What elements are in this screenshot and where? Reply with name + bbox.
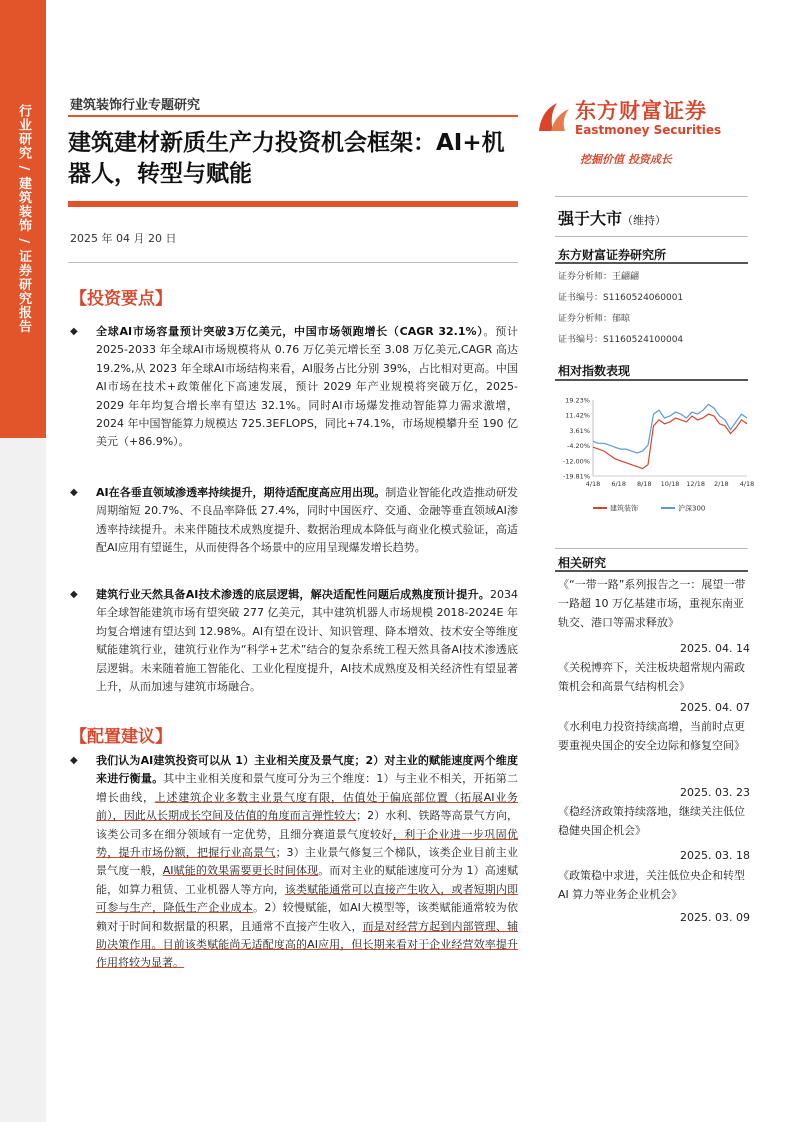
- logo-en: Eastmoney Securities: [575, 123, 722, 137]
- y-tick-label: 19.23%: [565, 396, 590, 405]
- x-tick-label: 4/18: [739, 480, 755, 488]
- y-tick-label: 11.42%: [565, 411, 590, 420]
- bullet-4-highlight-5: 而是对经营方起到内部管理、辅助决策作用。目前该类赋能尚无适配度高的AI应用，但长期来看对于企业经营效率提升作用将较为显著。: [96, 919, 518, 970]
- rating-note: （维持）: [622, 214, 667, 227]
- bullet-3-lead: 建筑行业天然具备AI技术渗透的底层逻辑，解决适配性问题后成熟度预计提升。: [96, 588, 490, 601]
- x-tick-label: 6/18: [611, 480, 626, 488]
- right-divider: [555, 236, 748, 237]
- bullet-4-text-4: 。而对主业的赋能速度可分为 1）高速赋能，如算力租赁、工业机器人等方向，: [96, 864, 518, 896]
- bullet-2-body: 制造业智能化改造推动研发周期缩短 20.7%、不良品率降低 27.4%，同时中国医疗、交通、金融等垂直领域AI渗透率持续提升。未来伴随技术成熟度提升、数据治理成本降低与商业化模式验证，高适配AI应用有望诞生，从而使得各个场景中的应用呈现爆发增长趋势。: [96, 486, 519, 555]
- x-tick-label: 2/18: [714, 480, 729, 488]
- index-title: 相对指数表现: [558, 364, 631, 378]
- institute-name: 东方财富证券研究所: [558, 248, 667, 262]
- rating-label: 强于大市: [558, 209, 623, 228]
- diamond-icon: ◆: [70, 487, 78, 498]
- relative-index-chart: [555, 392, 755, 520]
- date-divider: [68, 262, 518, 263]
- related-date: 2025. 04. 14: [680, 642, 750, 655]
- company-logo: [535, 95, 735, 145]
- related-item[interactable]: 《“一带一路”系列报告之一：展望一带一路超 10 万亿基建市场，重视东南亚轨交、港口等需求释放》: [558, 578, 746, 629]
- bullet-4-highlight-4: 该类赋能通常可以直接产生收入，或者短期内即可参与生产，降低生产企业成本: [96, 882, 519, 915]
- related-item[interactable]: 《水利电力投资持续高增，当前时点更要重视央国企的安全边际和修复空间》: [558, 720, 745, 752]
- bullet-4: [70, 752, 518, 973]
- bullet-4-text-5: 。2）较慢赋能，如AI大模型等，该类赋能通常较为依赖对于时间和数据量的积累，且通常不直接产生收入，: [96, 901, 518, 933]
- bullet-4-highlight-1: 上述建筑企业多数主业景气度有限，估值处于偏底部位置（拓展AI业务前），因此从长期成长空间及估值的角度而言弹性较大: [96, 790, 518, 823]
- diamond-icon: ◆: [70, 589, 78, 600]
- x-tick-label: 4/18: [585, 480, 601, 488]
- bullet-4-text-1: 其中主业相关度和景气度可分为三个维度：1）与主业不相关，开拓第二增长曲线，: [96, 772, 518, 804]
- legend-label: 沪深300: [678, 504, 706, 513]
- diamond-icon: ◆: [70, 755, 78, 766]
- y-tick-label: -4.20%: [567, 442, 590, 451]
- sidebar-tab: [0, 0, 46, 438]
- right-divider: [555, 196, 748, 197]
- related-title: 相关研究: [558, 556, 607, 570]
- bullet-1: [70, 323, 518, 452]
- report-date: 2025 年 04 月 20 日: [70, 232, 177, 245]
- index-divider: [555, 379, 748, 381]
- series-line: [593, 404, 747, 453]
- related-item[interactable]: 《政策稳中求进，关注低位央企和转型 AI 算力等业务企业机会》: [558, 869, 745, 901]
- related-date: 2025. 03. 09: [680, 911, 750, 924]
- related-date: 2025. 03. 18: [680, 849, 750, 862]
- diamond-icon: ◆: [70, 326, 78, 337]
- bullet-1-body: 。预计 2025-2033 年全球AI市场规模将从 0.76 万亿美元增长至 3.08 万亿美元,CAGR 高达 19.2%,从 2023 年全球AI市场结构来看，AI服务占比分别 39%，占比相对更高。中国AI市场在技术+政策催化下高速发展，预计 2029 年产业规模将突破万亿，2025-2029 年年均复合增长率有望达 32.1%。同时AI市场爆发推动智能算力需求激增，2024 年中国智能算力规模达 725.3EFLOPS，同比+74.1%，市场规模攀升至 190 亿美元（+86.9%）。: [96, 325, 518, 449]
- analyst-2: 证券分析师：郁晾: [558, 314, 631, 324]
- sidebar: [0, 0, 46, 1122]
- bullet-2-lead: AI在各垂直领域渗透率持续提升，期待适配度高应用出现。: [96, 486, 386, 499]
- rating: [558, 206, 666, 229]
- logo-cn: 东方财富证券: [575, 99, 707, 123]
- sidebar-label: 行业研究 / 建筑装饰 / 证券研究报告: [16, 104, 31, 334]
- header-divider: [68, 115, 518, 117]
- analyst-1: 证券分析师：王翩翩: [558, 272, 640, 282]
- x-tick-label: 12/18: [686, 480, 706, 488]
- bullet-2: [70, 484, 518, 558]
- institute-divider: [555, 262, 748, 264]
- title-underline: [68, 201, 518, 207]
- cert-1: 证书编号：S1160524060001: [558, 293, 684, 303]
- series-line: [593, 414, 747, 469]
- y-tick-label: 3.61%: [569, 426, 590, 435]
- section-title-config: 【配置建议】: [70, 727, 172, 747]
- bullet-4-text-2: ；2）水利、铁路等高景气方向，该类公司多在细分领域有一定优势，且细分赛道景气度较好: [96, 809, 519, 841]
- bullet-3-body: 2034 年全球智能建筑市场有望突破 277 亿美元，其中建筑机器人市场规模 2018-2024E 年均复合增速有望达到 12.98%。AI有望在设计、知识管理、降本增效、技术安全等维度赋能建筑行业，建筑行业作为“科学+艺术”结合的复杂系统工程天然具备AI技术渗透底层逻辑。未来随着施工智能化、工业化程度提升，AI技术成熟度及相关经济性有望显著上升，从而加速与建筑市场融合。: [96, 588, 518, 694]
- related-date: 2025. 03. 23: [680, 786, 750, 799]
- related-item[interactable]: 《稳经济政策持续落地，继续关注低位稳健央国企机会》: [558, 805, 745, 837]
- bullet-4-highlight-2: ，利于企业进一步巩固优势，提升市场份额，把握行业高景气: [96, 827, 519, 860]
- bullet-3: [70, 586, 518, 696]
- y-tick-label: -12.00%: [562, 457, 590, 466]
- x-tick-label: 8/18: [637, 480, 652, 488]
- related-top-divider: [555, 548, 748, 549]
- bullet-4-text-3: ；3）主业景气修复三个梯队，该类企业目前主业景气度一般，: [96, 846, 519, 878]
- related-item[interactable]: 《关税博弈下，关注板块超常规内需政策机会和高景气结构机会》: [558, 661, 745, 693]
- slogan: 挖掘价值 投资成长: [580, 153, 672, 166]
- x-tick-label: 10/18: [660, 480, 680, 488]
- cert-2: 证书编号：S1160524100004: [558, 335, 684, 345]
- bullet-4-lead: 我们认为AI建筑投资可以从 1）主业相关度及景气度；2）对主业的赋能速度两个维度来进行衡量。: [96, 754, 518, 786]
- y-tick-label: -19.81%: [562, 472, 590, 481]
- legend-label: 建筑装饰: [610, 504, 638, 513]
- page-title: 建筑建材新质生产力投资机会框架：AI+机器人，转型与赋能: [68, 130, 505, 187]
- section-title-invest: 【投资要点】: [70, 289, 172, 309]
- bullet-4-highlight-3: AI赋能的效果需要更长时间体现: [162, 864, 319, 878]
- related-date: 2025. 04. 07: [680, 701, 750, 714]
- related-divider: [555, 570, 748, 572]
- bullet-1-lead: 全球AI市场容量预计突破3万亿美元，中国市场领跑增长（CAGR 32.1%）: [96, 325, 484, 338]
- logo-mark-icon: [535, 97, 571, 137]
- report-category: 建筑装饰行业专题研究: [70, 98, 201, 113]
